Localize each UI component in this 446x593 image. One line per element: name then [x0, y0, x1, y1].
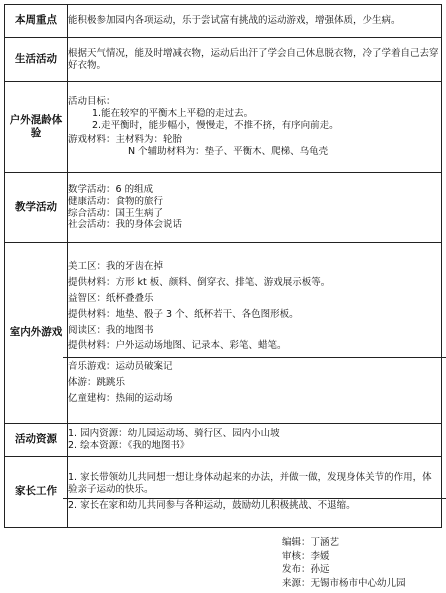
source: 来源：无锡市杨市中心幼儿园 — [282, 577, 406, 589]
puzzle-area: 益智区：纸杯叠叠乐 — [68, 292, 154, 304]
goal-2: 2.走平衡时，能步幅小，慢慢走，不推不挤，有序向前走。 — [92, 120, 339, 132]
sports-game: 体游：跳跳乐 — [68, 377, 126, 389]
parents-item-2 — [63, 499, 446, 513]
parents-text-1: 1. 家长带领幼儿共同想一想让身体动起来的办法，并做一做，发现身体关节的作用，体验亲子运动的快乐。 — [68, 471, 432, 495]
content-outdoor — [68, 82, 442, 173]
row-parents — [5, 457, 442, 528]
reading-area: 阅读区：我的地图书 — [68, 324, 154, 336]
focus-text: 能积极参加园内各项运动，乐于尝试富有挑战的运动游戏，增强体质，少生病。 — [68, 15, 401, 27]
label-focus: 本周重点 — [5, 5, 68, 38]
label-outdoor: 户外混龄体验 — [5, 82, 68, 173]
teaching-item: 社会活动：我的身体会说话 — [68, 219, 183, 231]
row-areas — [5, 243, 442, 424]
reviewer: 审核：李媛 — [282, 550, 330, 562]
content-life — [68, 38, 442, 82]
content-areas — [68, 243, 442, 424]
teaching-item: 健康活动：食物的旅行 — [68, 195, 164, 207]
materials-aux: N 个辅助材料为：垫子、平衡木、爬梯、乌龟壳 — [128, 145, 329, 157]
music-game: 音乐游戏：运动员破案记 — [68, 361, 173, 373]
goal-title: 活动目标： — [68, 96, 116, 108]
art-area: 美工区：我的牙齿在掉 — [68, 261, 164, 273]
areas-indoor — [63, 258, 446, 358]
row-teaching — [5, 173, 442, 243]
editor: 编辑：丁涵艺 — [282, 537, 340, 548]
puzzle-materials: 提供材料：地垫、骰子 3 个、纸杯若干、各色图形板。 — [68, 308, 299, 320]
life-text: 根据天气情况，能及时增减衣物，运动后出汗了学会自己休息脱衣物，冷了学着自己去穿好衣物。 — [68, 47, 439, 71]
areas-outdoor — [63, 358, 446, 408]
plan-table — [4, 4, 442, 528]
reading-materials: 提供材料：户外运动场地图、记录本、彩笔、蜡笔。 — [68, 340, 287, 352]
publisher: 发布：孙远 — [282, 564, 330, 575]
teaching-item: 数学活动：6 的组成 — [68, 183, 154, 195]
resource-item: 2. 绘本资源：《我的地图书》 — [68, 440, 190, 451]
resource-item: 1. 园内资源：幼儿园运动场、骑行区、园内小山坡 — [68, 428, 280, 440]
row-resources — [5, 424, 442, 457]
building-game: 亿童建构：热闹的运动场 — [68, 393, 173, 405]
label-parents: 家长工作 — [5, 457, 68, 528]
label-areas: 室内外游戏 — [5, 243, 68, 424]
content-focus — [68, 5, 442, 38]
label-resources: 活动资源 — [5, 424, 68, 457]
row-outdoor — [5, 82, 442, 173]
goal-1: 1.能在较窄的平衡木上平稳的走过去。 — [92, 108, 254, 120]
art-materials: 提供材料：方形 kt 板、颜料、倒穿衣、排笔、游戏展示板等。 — [68, 276, 331, 288]
content-parents — [68, 457, 442, 528]
content-teaching — [68, 173, 442, 243]
row-focus — [5, 5, 442, 38]
parents-item-1 — [63, 471, 446, 500]
content-resources — [68, 424, 442, 457]
label-life: 生活活动 — [5, 38, 68, 82]
label-teaching: 教学活动 — [5, 173, 68, 243]
footer-credits — [4, 536, 442, 590]
weekly-plan — [4, 4, 442, 589]
materials-main: 游戏材料：主材料为：轮胎 — [68, 133, 183, 145]
row-life — [5, 38, 442, 82]
teaching-item: 综合活动：国王生病了 — [68, 207, 164, 219]
parents-text-2: 2. 家长在家和幼儿共同参与各种运动，鼓励幼儿积极挑战、不退缩。 — [68, 500, 356, 512]
